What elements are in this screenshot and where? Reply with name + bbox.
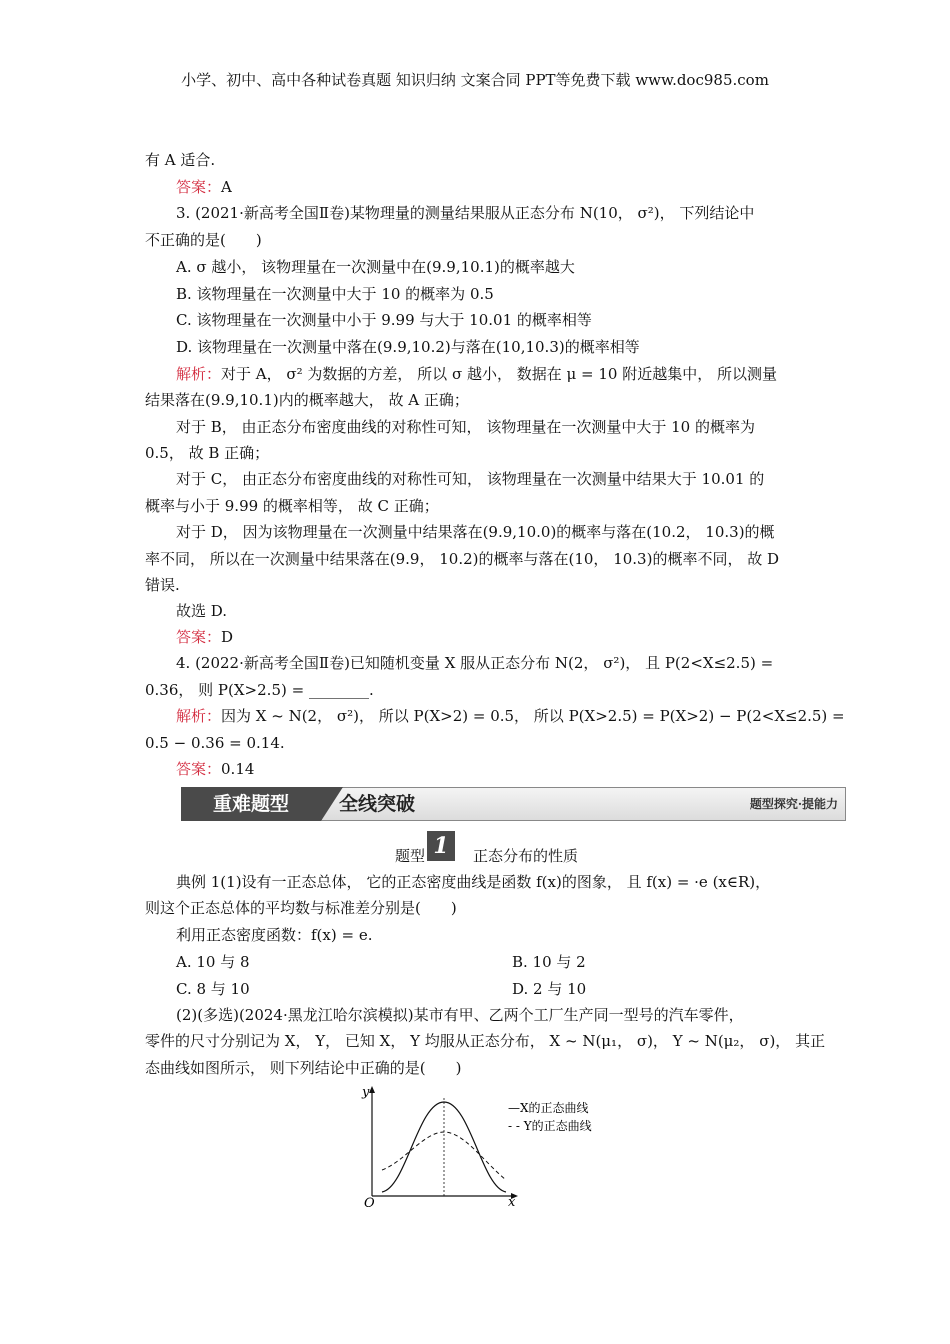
answer-label: 解析： [176, 707, 222, 725]
choice-d: D. 2 与 10 [512, 980, 587, 998]
answer-text: 对于 A， σ² 为数据的方差， 所以 σ 越小， 数据在 μ = 10 附近越集中， 所以测量 [221, 365, 777, 383]
body-line [176, 364, 777, 384]
body-line: 3. (2021·新高考全国Ⅱ卷)某物理量的测量结果服从正态分布 N(10， σ²)， 下列结论中 [176, 204, 755, 222]
body-line: D. 该物理量在一次测量中落在(9.9,10.2)与落在(10,10.3)的概率相等 [176, 338, 640, 356]
example-hint: 利用正态密度函数：f(x) = e. [176, 926, 373, 944]
page-header: 小学、初中、高中各种试卷真题 知识归纳 文案合同 PPT等免费下载 www.doc985.com [181, 71, 769, 89]
body-line [176, 177, 232, 197]
body-line: 故选 D. [176, 602, 228, 620]
section-banner [181, 787, 846, 821]
body-line [176, 627, 233, 647]
answer-label: 答案： [176, 760, 222, 778]
answer-label: 答案： [176, 628, 222, 646]
y-axis-arrow-icon [369, 1086, 375, 1093]
body-line: 0.5， 故 B 正确； [145, 444, 270, 462]
legend-y: - - Y的正态曲线 [508, 1119, 592, 1133]
x-axis-label: x [508, 1195, 516, 1208]
body-line [176, 759, 254, 779]
body-line: 错误. [145, 576, 180, 594]
answer-text: D [221, 628, 234, 646]
body-line: C. 该物理量在一次测量中小于 9.99 与大于 10.01 的概率相等 [176, 311, 592, 329]
body-line [176, 706, 845, 726]
banner-left-title: 重难题型 [181, 787, 321, 821]
body-line: 有 A 适合. [145, 151, 216, 169]
example2-line: (2)(多选)(2024·黑龙江哈尔滨模拟)某市有甲、乙两个工厂生产同一型号的汽车零件， [176, 1006, 744, 1024]
y-axis-label: y [362, 1085, 370, 1100]
body-line: 不正确的是( ) [145, 231, 262, 249]
banner-right-title: 全线突破 [339, 793, 416, 815]
answer-label: 答案： [176, 178, 222, 196]
topic-prefix: 题型 [395, 847, 426, 865]
topic-title: 正态分布的性质 [473, 847, 579, 865]
body-line: 对于 D， 因为该物理量在一次测量中结果落在(9.9,10.0)的概率与落在(10.2， 10.3)的概 [176, 523, 775, 541]
body-line: 概率与小于 9.99 的概率相等， 故 C 正确； [145, 497, 439, 515]
example-line: 典例 1(1)设有一正态总体， 它的正态密度曲线是函数 f(x)的图象， 且 f(x) = ·e (x∈R)， [176, 873, 771, 891]
answer-text: A [221, 178, 232, 196]
choice-c: C. 8 与 10 [176, 980, 250, 998]
body-line: 4. (2022·新高考全国Ⅱ卷)已知随机变量 X 服从正态分布 N(2， σ²)， 且 P(2<X≤2.5) = [176, 654, 774, 672]
example2-line: 态曲线如图所示， 则下列结论中正确的是( ) [145, 1059, 462, 1077]
body-line: 0.5 − 0.36 = 0.14. [145, 734, 285, 752]
banner-tag: 题型探究·提能力 [749, 797, 838, 811]
example2-line: 零件的尺寸分别记为 X， Y， 已知 X， Y 均服从正态分布， X ~ N(μ₁， σ)， Y ~ N(μ₂， σ)， 其正 [145, 1032, 826, 1050]
normal-curves-figure [356, 1084, 624, 1208]
choice-a: A. 10 与 8 [176, 953, 250, 971]
legend-x: —X的正态曲线 [508, 1101, 589, 1115]
example-line: 则这个正态总体的平均数与标准差分别是( ) [145, 899, 457, 917]
answer-label: 解析： [176, 365, 222, 383]
answer-text: 因为 X ~ N(2， σ²)， 所以 P(X>2) = 0.5， 所以 P(X>2.5) = P(X>2) − P(2<X≤2.5) = [221, 707, 845, 725]
body-line: 结果落在(9.9,10.1)内的概率越大， 故 A 正确； [145, 391, 469, 409]
body-line: A. σ 越小， 该物理量在一次测量中在(9.9,10.1)的概率越大 [176, 258, 575, 276]
body-line: B. 该物理量在一次测量中大于 10 的概率为 0.5 [176, 285, 494, 303]
answer-text: 0.14 [221, 760, 255, 778]
origin-label: O [364, 1196, 375, 1208]
topic-number-badge: 1 [427, 831, 455, 861]
body-line: 率不同， 所以在一次测量中结果落在(9.9， 10.2)的概率与落在(10， 10.3)的概率不同， 故 D [145, 550, 780, 568]
body-line: 0.36， 则 P(X>2.5) = ________. [145, 681, 374, 699]
body-line: 对于 B， 由正态分布密度曲线的对称性可知， 该物理量在一次测量中大于 10 的概率为 [176, 418, 755, 436]
choice-b: B. 10 与 2 [512, 953, 586, 971]
body-line: 对于 C， 由正态分布密度曲线的对称性可知， 该物理量在一次测量中结果大于 10.01 的 [176, 470, 765, 488]
